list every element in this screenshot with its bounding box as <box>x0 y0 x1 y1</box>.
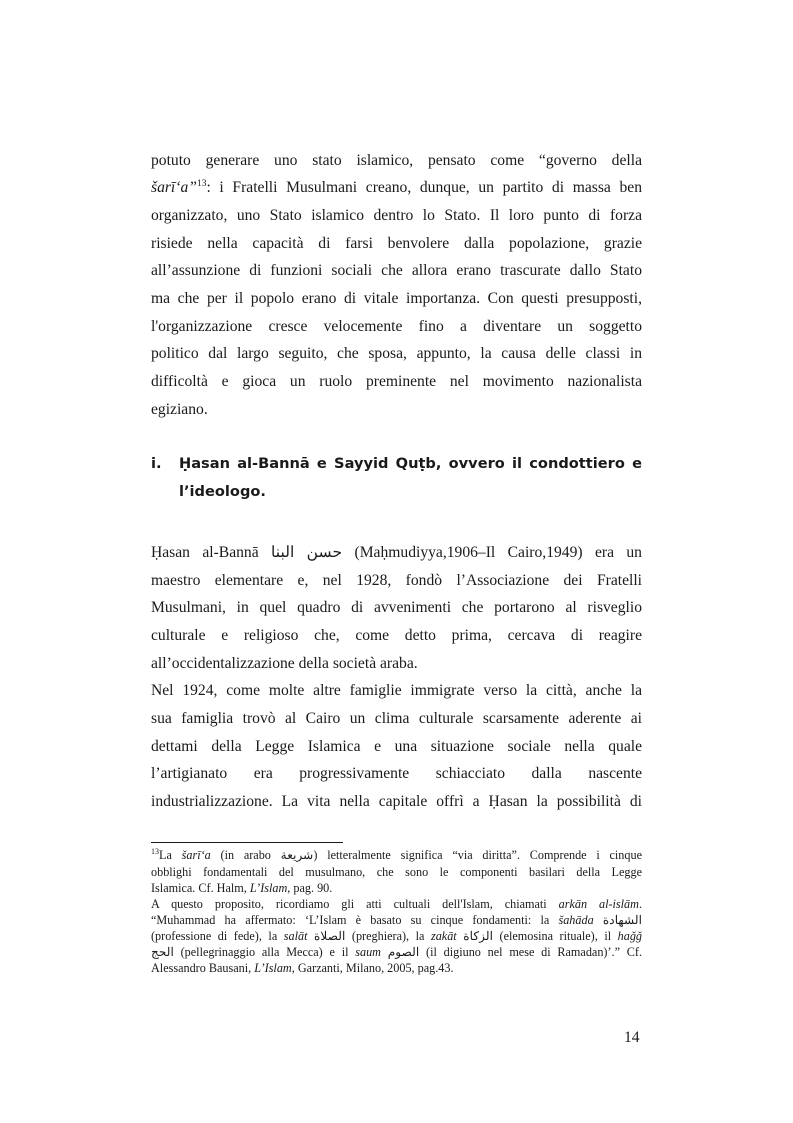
footnote-number: 13 <box>151 846 159 856</box>
body-line: sua famiglia trovò al Cairo un clima culturale scarsamente aderente ai <box>151 710 642 727</box>
footnote-separator <box>151 842 343 843</box>
footnote-line: Islamica. Cf. Halm, L’Islam, pag. 90. <box>151 881 333 895</box>
body-line: potuto generare uno stato islamico, pensato come “governo della <box>151 152 642 169</box>
body-line: Ḥasan al-Bannā حسن البنا (Maḥmudiyya,1906–Il Cairo,1949) era un <box>151 544 642 561</box>
body-line: dettami della Legge Islamica e una situazione sociale nella quale <box>151 738 642 755</box>
body-line: Nel 1924, come molte altre famiglie immigrate verso la città, anche la <box>151 682 642 699</box>
footnote-line: A questo proposito, ricordiamo gli atti cultuali dell'Islam, chiamati arkān al-islām. <box>151 897 642 911</box>
page-number: 14 <box>624 1029 640 1046</box>
body-line: ma che per il popolo erano di vitale importanza. Con questi presupposti, <box>151 290 642 307</box>
body-line: Musulmani, in quel quadro di avvenimenti che portarono al risveglio <box>151 599 642 616</box>
body-line: egiziano. <box>151 401 208 418</box>
body-line: all’assunzione di funzioni sociali che allora erano trascurate dallo Stato <box>151 262 642 279</box>
section-title-line1: Ḥasan al-Bannā e Sayyid Quṭb, ovvero il condottiero e <box>179 455 642 472</box>
body-line <box>151 180 642 196</box>
body-line: risiede nella capacità di farsi benvolere dalla popolazione, grazie <box>151 235 642 252</box>
body-line: l’artigianato era progressivamente schiacciato dalla nascente <box>151 765 642 782</box>
body-line: culturale e religioso che, come detto prima, cercava di reagire <box>151 627 642 644</box>
body-line: maestro elementare e, nel 1928, fondò l’Associazione dei Fratelli <box>151 572 642 589</box>
footnote-ref[interactable]: 13 <box>196 178 207 189</box>
body-line: organizzato, uno Stato islamico dentro lo Stato. Il loro punto di forza <box>151 207 642 224</box>
body-line: politico dal largo seguito, che sposa, appunto, la causa delle classi in <box>151 345 642 362</box>
footnote-line: الحج (pellegrinaggio alla Mecca) e il saum الصوم (il digiuno nel mese di Ramadan)’.” Cf. <box>151 945 643 959</box>
footnote-line: obblighi fondamentali del musulmano, che sono le componenti basilari della Legge <box>151 865 642 879</box>
footnote-line: (professione di fede), la salāt الصلاة (preghiera), la zakāt الزكاة (elemosina rituale), il haǧǧ <box>151 929 643 943</box>
section-title-line2: l’ideologo. <box>179 483 266 500</box>
footnote-line: Alessandro Bausani, L’Islam, Garzanti, Milano, 2005, pag.43. <box>151 961 454 975</box>
body-line: industrializzazione. La vita nella capitale offrì a Ḥasan la possibilità di <box>151 793 642 810</box>
section-number: i. <box>151 455 162 472</box>
body-line: difficoltà e gioca un ruolo preminente nel movimento nazionalista <box>151 373 642 390</box>
footnote-line: “Muhammad ha affermato: ‘L’Islam è basato su cinque fondamenti: la šahāda الشهادة <box>151 913 642 927</box>
body-line-rest: : i Fratelli Musulmani creano, dunque, un partito di massa ben <box>206 179 642 196</box>
body-line: l'organizzazione cresce velocemente fino a diventare un soggetto <box>151 318 642 335</box>
footnote-line: $^{13}$La šarī‘a (in arabo شريعة) letteralmente significa “via diritta”. Comprende i cinque <box>151 846 642 862</box>
body-line: all’occidentalizzazione della società araba. <box>151 655 418 672</box>
term-sharia: šarī‘a” <box>151 179 197 196</box>
